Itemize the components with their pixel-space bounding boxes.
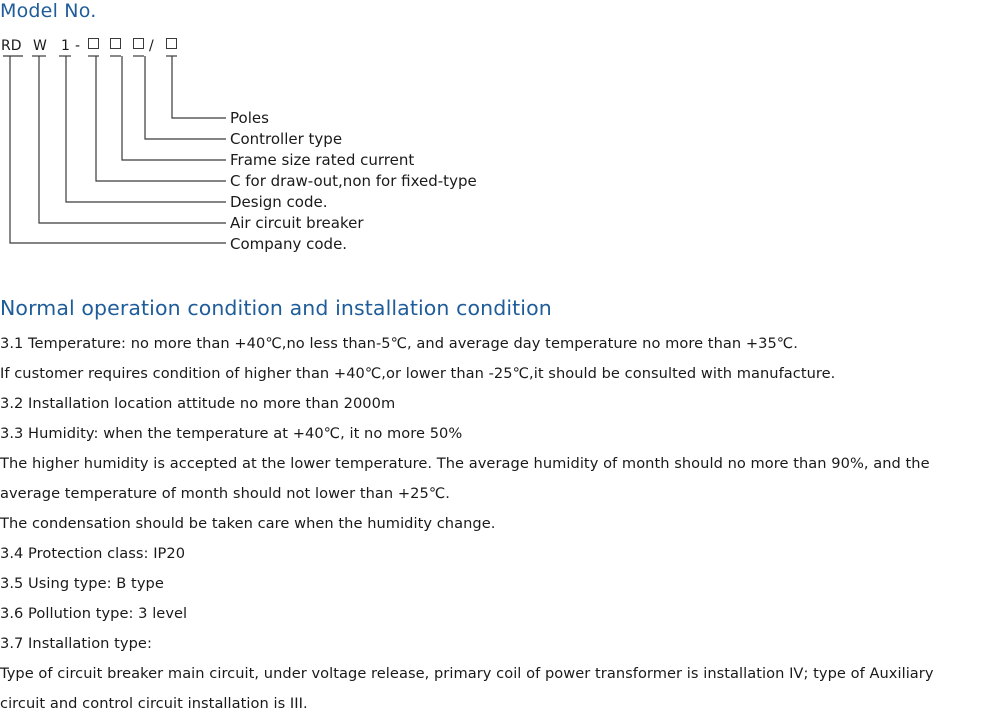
condition-line: 3.1 Temperature: no more than +40℃,no less than-5℃, and average day temperature no more than +35℃. — [0, 335, 798, 352]
condition-line: 3.4 Protection class: IP20 — [0, 545, 186, 562]
conditions-heading: Normal operation condition and installation condition — [0, 296, 552, 320]
label-air-circuit-breaker: Air circuit breaker — [230, 214, 364, 232]
leader-controller — [145, 56, 226, 139]
condition-line: average temperature of month should not lower than +25℃. — [0, 485, 450, 502]
label-design-code: Design code. — [230, 193, 328, 211]
code-design: 1 — [61, 38, 70, 54]
code-company: RD — [1, 38, 22, 54]
leader-design — [66, 56, 226, 202]
code-slash: / — [149, 38, 154, 54]
condition-line: The condensation should be taken care when the humidity change. — [0, 515, 496, 532]
label-controller-type: Controller type — [230, 130, 343, 148]
code-dash: - — [75, 38, 81, 54]
leader-poles — [172, 56, 226, 118]
condition-line: 3.3 Humidity: when the temperature at +40℃, it no more 50% — [0, 425, 463, 442]
model-code-connector-lines — [0, 0, 240, 250]
code-product: W — [33, 38, 47, 54]
leader-company — [10, 56, 226, 243]
condition-line: 3.2 Installation location attitude no more than 2000m — [0, 395, 396, 412]
condition-line: 3.7 Installation type: — [0, 635, 152, 652]
label-poles: Poles — [230, 109, 269, 127]
label-drawout: C for draw-out,non for fixed-type — [230, 172, 477, 190]
condition-line: The higher humidity is accepted at the lower temperature. The average humidity of month should no more than 90%, and the — [0, 455, 930, 472]
label-frame-size: Frame size rated current — [230, 151, 415, 169]
model-no-heading: Model No. — [0, 0, 97, 22]
condition-line: Type of circuit breaker main circuit, under voltage release, primary coil of power transformer is installation IV; type of Auxiliary — [0, 665, 934, 682]
condition-line: 3.6 Pollution type: 3 level — [0, 605, 188, 622]
condition-line: If customer requires condition of higher than +40℃,or lower than -25℃,it should be consulted with manufacture. — [0, 365, 836, 382]
condition-line: circuit and control circuit installation is III. — [0, 695, 308, 712]
condition-line: 3.5 Using type: B type — [0, 575, 164, 592]
leader-frame-size — [122, 56, 226, 160]
label-company-code: Company code. — [230, 235, 348, 253]
